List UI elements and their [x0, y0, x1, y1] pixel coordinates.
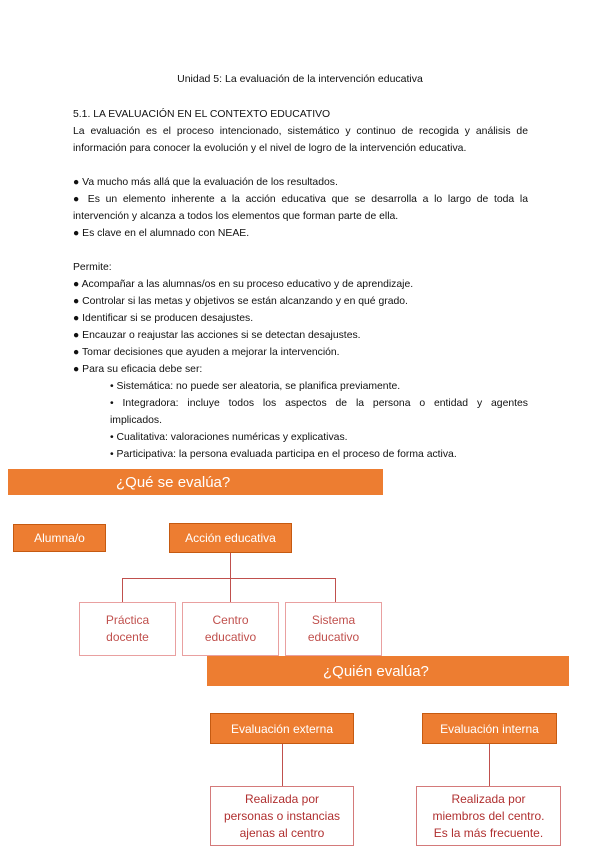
- sub-bullet-item: • Integradora: incluye todos los aspectos de la persona o entidad y agentes: [110, 398, 528, 409]
- centro-educativo-box: [182, 602, 279, 656]
- text-content: [73, 106, 528, 463]
- bullet-item: ● Es un elemento inherente a la acción educativa que se desarrolla a lo largo de toda la: [73, 194, 528, 205]
- accion-educativa-box: [169, 523, 292, 553]
- practica-line: Práctica: [105, 613, 150, 627]
- externa-description-box: [210, 786, 354, 846]
- bullet-item: ● Tomar decisiones que ayuden a mejorar la intervención.: [73, 347, 340, 358]
- connector-line: [489, 744, 490, 786]
- externa-desc-line: Realizada por: [244, 791, 320, 806]
- sub-bullet-item: • Cualitativa: valoraciones numéricas y explicativas.: [110, 432, 348, 443]
- sistema-educativo-box: [285, 602, 382, 656]
- bullet-item: ● Identificar si se producen desajustes.: [73, 313, 254, 324]
- connector-line: [282, 744, 283, 786]
- que-se-evalua-banner: [8, 469, 383, 495]
- alumna-label: Alumna/o: [34, 531, 85, 545]
- bullet-item: ● Controlar si las metas y objetivos se están alcanzando y en qué grado.: [73, 296, 408, 307]
- sub-bullet-continuation: implicados.: [110, 415, 162, 426]
- que-se-evalua-title: ¿Qué se evalúa?: [116, 473, 231, 491]
- externa-desc-line: ajenas al centro: [239, 825, 325, 840]
- externa-desc-line: personas o instancias: [223, 808, 341, 823]
- interna-desc-line: Realizada por: [451, 791, 526, 806]
- centro-line: educativo: [204, 630, 257, 644]
- bullet-item: ● Acompañar a las alumnas/os en su proceso educativo y de aprendizaje.: [73, 279, 414, 290]
- sub-bullet-item: • Sistemática: no puede ser aleatoria, se planifica previamente.: [110, 381, 401, 392]
- bullet-item: ● Va mucho más allá que la evaluación de los resultados.: [73, 177, 338, 188]
- permite-label: Permite:: [73, 262, 112, 273]
- practica-line: docente: [106, 630, 149, 644]
- bullet-item: ● Es clave en el alumnado con NEAE.: [73, 228, 250, 239]
- quien-evalua-title: ¿Quién evalúa?: [323, 662, 429, 680]
- accion-educativa-label: Acción educativa: [185, 531, 276, 545]
- evaluacion-externa-box: [210, 713, 354, 744]
- bullet-item: ● Encauzar o reajustar las acciones si se detectan desajustes.: [73, 330, 361, 341]
- evaluacion-interna-label: Evaluación interna: [440, 721, 539, 736]
- interna-description-box: [416, 786, 561, 846]
- page-title: Unidad 5: La evaluación de la intervención educativa: [177, 73, 423, 85]
- connector-line: [230, 578, 231, 602]
- bullet-continuation: intervención y alcanza a todos los elementos que forman parte de ella.: [73, 211, 399, 222]
- practica-docente-box: [79, 602, 176, 656]
- alumna-box: [13, 524, 106, 552]
- bullet-item: ● Para su eficacia debe ser:: [73, 364, 203, 375]
- quien-evalua-banner: [207, 656, 569, 686]
- connector-line: [230, 553, 231, 578]
- intro-line-2: información para conocer la evolución y el nivel de logro de la intervención educativa.: [73, 143, 467, 154]
- section-heading: 5.1. LA EVALUACIÓN EN EL CONTEXTO EDUCATIVO: [73, 109, 331, 120]
- centro-line: Centro: [212, 613, 249, 627]
- connector-line: [122, 578, 123, 602]
- interna-desc-line: miembros del centro.: [432, 808, 545, 823]
- connector-line: [122, 578, 336, 579]
- intro-line-1: La evaluación es el proceso intencionado, sistemático y continuo de recogida y análisis de: [73, 126, 528, 137]
- evaluacion-interna-box: [422, 713, 557, 744]
- sistema-line: educativo: [307, 630, 360, 644]
- connector-line: [335, 578, 336, 602]
- interna-desc-line: Es la más frecuente.: [433, 825, 544, 840]
- evaluacion-externa-label: Evaluación externa: [230, 721, 334, 736]
- sub-bullet-item: • Participativa: la persona evaluada participa en el proceso de forma activa.: [110, 449, 457, 460]
- sistema-line: Sistema: [311, 613, 356, 627]
